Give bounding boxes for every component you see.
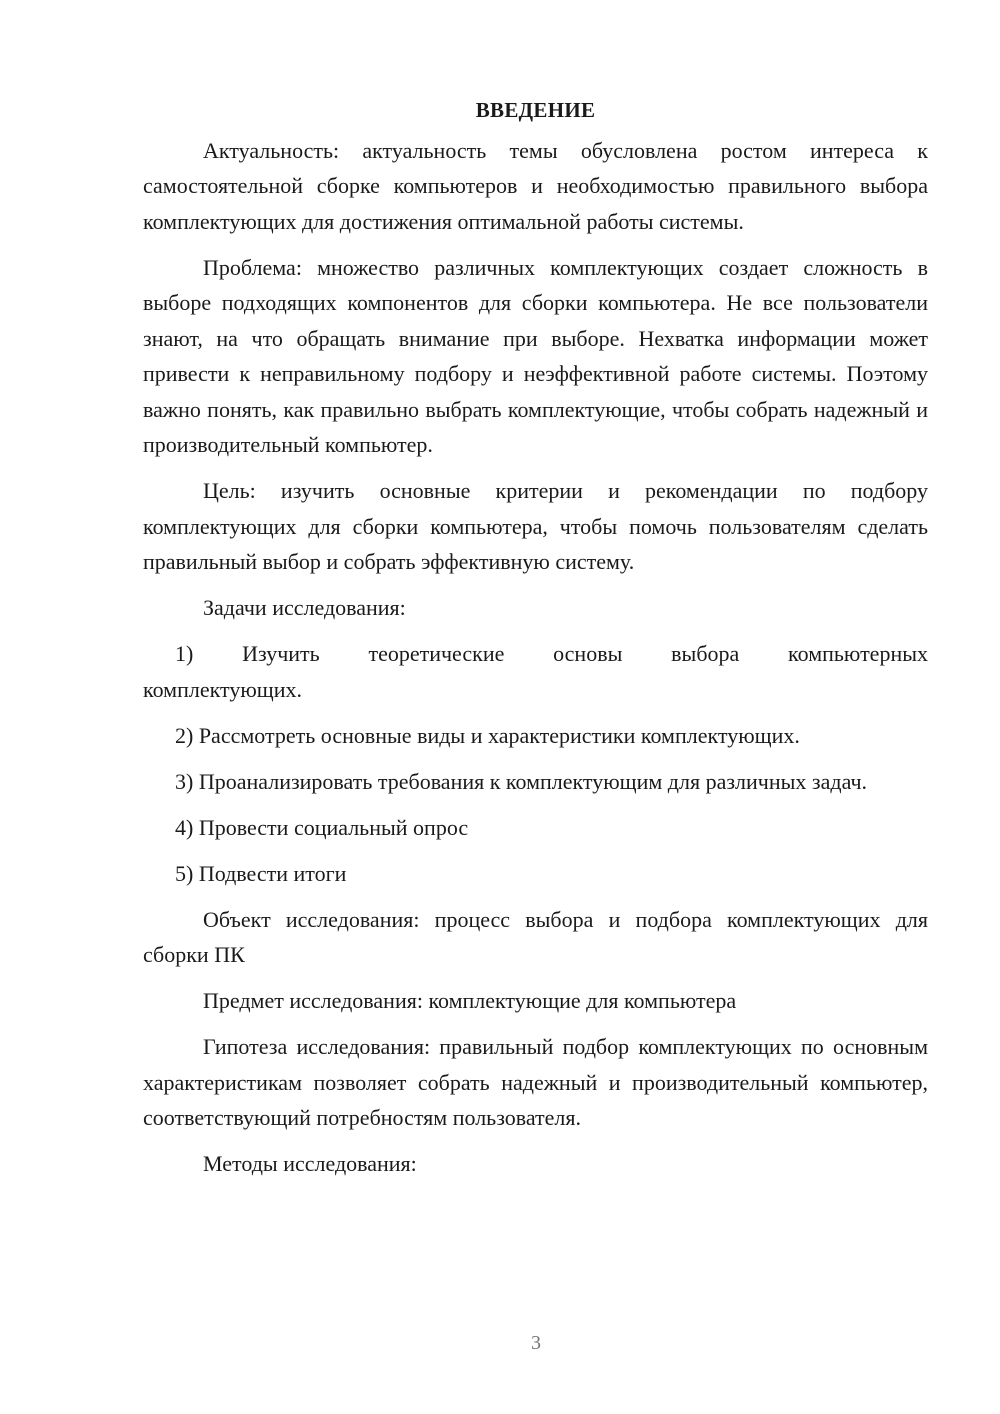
task-item-2: 2) Рассмотреть основные виды и характеристики комплектующих.: [175, 722, 800, 748]
page-number: 3: [531, 1332, 541, 1354]
methods-paragraph: Методы исследования:: [203, 1151, 417, 1176]
section-heading: ВВЕДЕНИЕ: [475, 98, 596, 122]
object-paragraph: Объект исследования: процесс выбора и подбора комплектующих для сборки ПК: [143, 906, 928, 967]
page-content: [143, 93, 928, 1192]
subject-paragraph: Предмет исследования: комплектующие для компьютера: [203, 988, 737, 1013]
tasks-title: Задачи исследования:: [203, 595, 406, 620]
goal-paragraph: Цель: изучить основные критерии и рекомендации по подбору комплектующих для сборки компьютера, чтобы помочь пользователям сделать правильный выбор и собрать эффективную систему.: [143, 478, 928, 574]
problem-paragraph: Проблема: множество различных комплектующих создает сложность в выборе подходящих компонентов для сборки компьютера. Не все пользователи знают, на что обращать внимание при выборе. Нехватка информации может привести к неправильному подбору и неэффективной работе системы. Поэтому важно понять, как правильно выбрать комплектующие, чтобы собрать надежный и производительный компьютер.: [143, 254, 928, 457]
task-item-3: 3) Проанализировать требования к комплектующим для различных задач.: [175, 768, 868, 794]
hypothesis-paragraph: Гипотеза исследования: правильный подбор комплектующих по основным характеристикам позволяет собрать надежный и производительный компьютер, соответствующий потребностям пользователя.: [143, 1034, 928, 1130]
task-item-1: 1) Изучить теоретические основы выбора компьютерных комплектующих.: [143, 641, 928, 702]
task-item-5: 5) Подвести итоги: [175, 860, 347, 886]
task-item-4: 4) Провести социальный опрос: [175, 814, 469, 840]
relevance-paragraph: Актуальность: актуальность темы обусловлена ростом интереса к самостоятельной сборке компьютеров и необходимостью правильного выбора комплектующих для достижения оптимальной работы системы.: [143, 137, 928, 234]
